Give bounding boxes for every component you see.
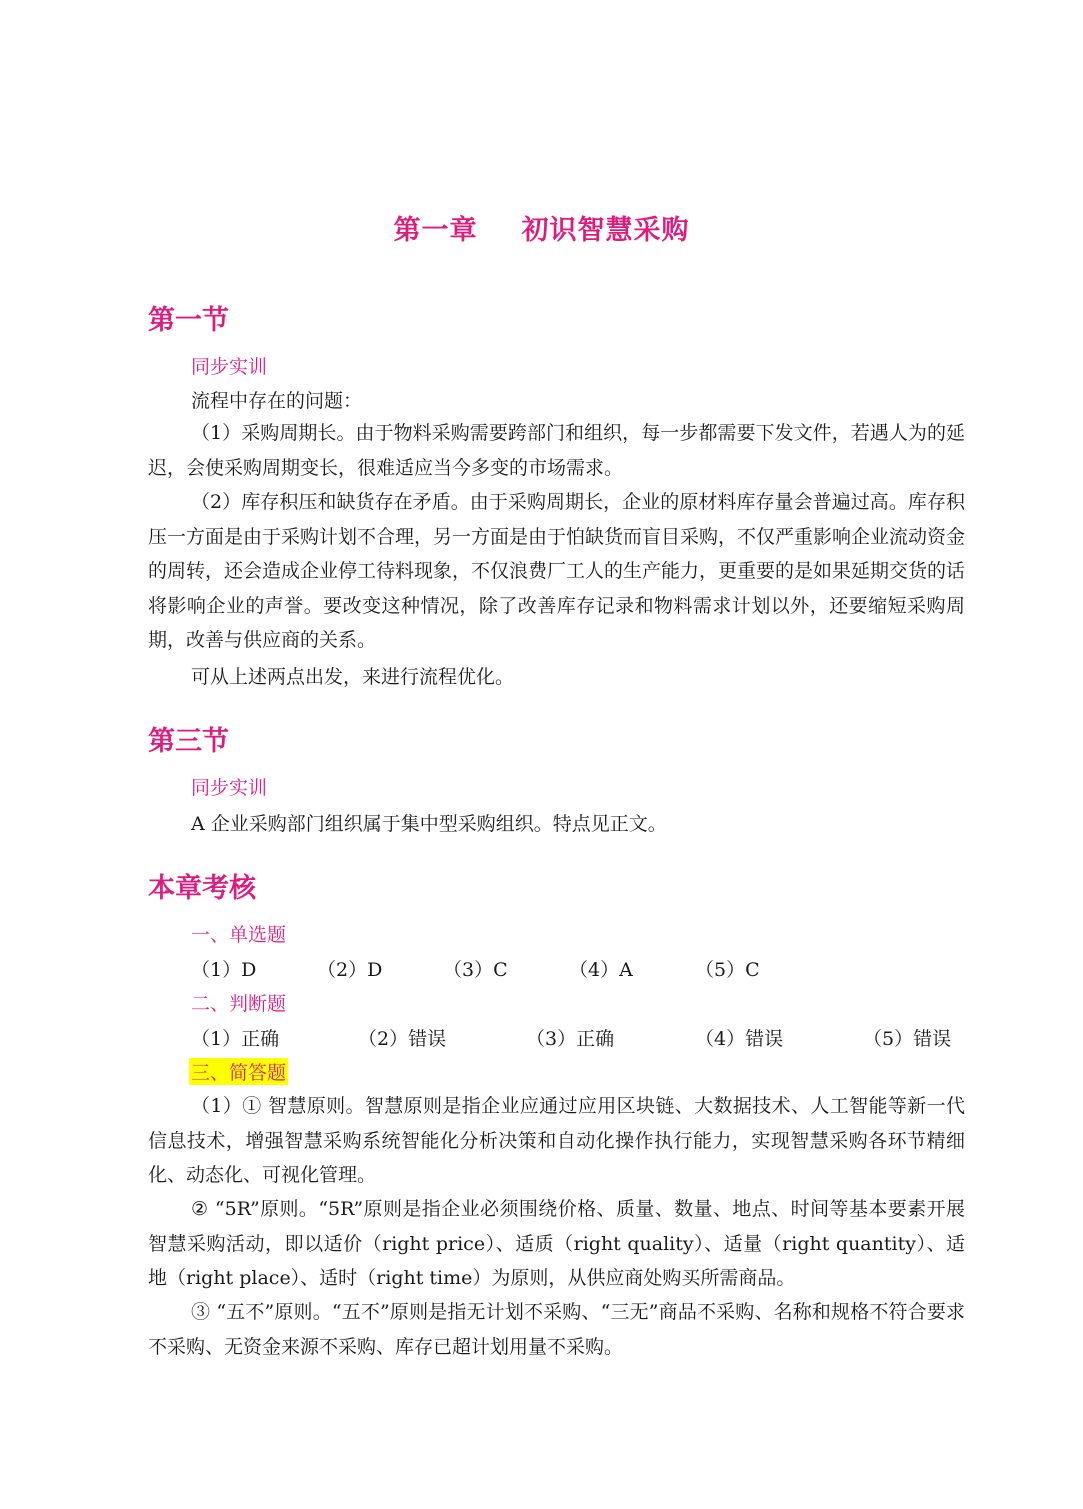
chapter-name: 初识智慧采购 [521, 215, 690, 246]
true-false-answer: （2）错误 [358, 1028, 447, 1050]
paragraph-section3: A 企业采购部门组织属于集中型采购组织。特点见正文。 [191, 813, 667, 835]
single-choice-title: 一、单选题 [191, 924, 287, 946]
sub-heading-sync-training-1: 同步实训 [191, 356, 268, 378]
chapter-number: 第一章 [393, 215, 478, 246]
chapter-title [0, 208, 1083, 247]
sub-heading-sync-training-3: 同步实训 [191, 777, 268, 799]
section-heading-exam: 本章考核 [148, 873, 256, 904]
short-answer-paragraph-3: ③ “五不”原则。“五不”原则是指无计划不采购、“三无”商品不采购、名称和规格不符合要求不采购、无资金来源不采购、库存已超计划用量不采购。 [148, 1301, 965, 1358]
single-choice-answer: （2）D [317, 959, 383, 981]
single-choice-answer: （3）C [443, 959, 508, 981]
single-choice-answer: （5）C [695, 959, 760, 981]
intro-line: 流程中存在的问题： [191, 390, 363, 412]
paragraph-problem-1: （1）采购周期长。由于物料采购需要跨部门和组织，每一步都需要下发文件，若遇人为的延迟，会使采购周期变长，很难适应当今多变的市场需求。 [148, 422, 965, 479]
short-answer-title: 三、简答题 [189, 1058, 288, 1085]
short-answer-paragraph-2: ② “5R”原则。“5R”原则是指企业必须围绕价格、质量、数量、地点、时间等基本要素开展智慧采购活动，即以适价（right price）、适质（right quality）、适量（right quantity）、适地（right place）、适时（right time）为原则，从供应商处购买所需商品。 [148, 1198, 965, 1289]
paragraph-conclusion: 可从上述两点出发，来进行流程优化。 [191, 666, 515, 688]
true-false-title: 二、判断题 [191, 993, 287, 1015]
true-false-answer: （3）正确 [526, 1028, 615, 1050]
true-false-answer: （4）错误 [695, 1028, 784, 1050]
short-answer-paragraph-1: （1）① 智慧原则。智慧原则是指企业应通过应用区块链、大数据技术、人工智能等新一代信息技术，增强智慧采购系统智能化分析决策和自动化操作执行能力，实现智慧采购各环节精细化、动态化、可视化管理。 [148, 1095, 965, 1186]
single-choice-answer: （1）D [191, 959, 257, 981]
section-heading-1: 第一节 [148, 305, 229, 336]
paragraph-problem-2: （2）库存积压和缺货存在矛盾。由于采购周期长，企业的原材料库存量会普遍过高。库存积压一方面是由于采购计划不合理，另一方面是由于怕缺货而盲目采购，不仅严重影响企业流动资金的周转，还会造成企业停工待料现象，不仅浪费厂工人的生产能力，更重要的是如果延期交货的话将影响企业的声誉。要改变这种情况，除了改善库存记录和物料需求计划以外，还要缩短采购周期，改善与供应商的关系。 [148, 491, 966, 651]
true-false-answer: （5）错误 [863, 1028, 952, 1050]
section-heading-3: 第三节 [148, 726, 229, 757]
single-choice-answer: （4）A [569, 959, 633, 981]
true-false-answer: （1）正确 [191, 1028, 280, 1050]
